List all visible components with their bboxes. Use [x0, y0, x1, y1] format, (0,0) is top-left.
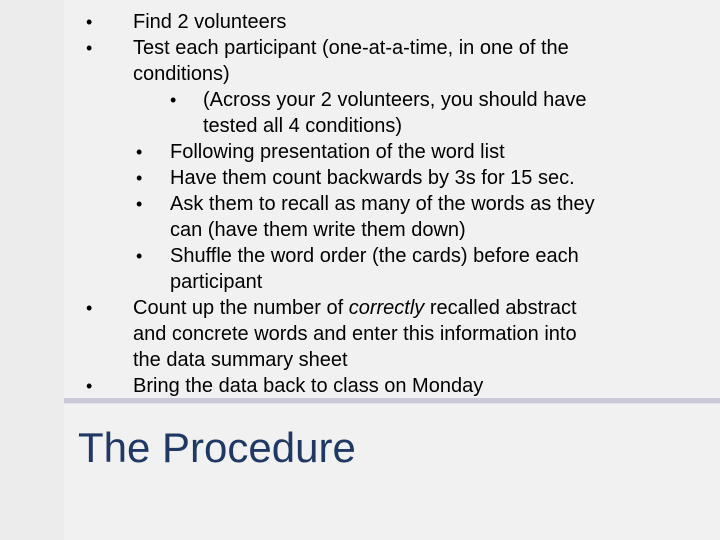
- item-shuffle-line1: Shuffle the word order (the cards) before each: [170, 245, 579, 267]
- item-following: Following presentation of the word list: [170, 141, 505, 163]
- item-bring-data: Bring the data back to class on Monday: [133, 375, 484, 397]
- item-shuffle-line2: participant: [170, 271, 263, 293]
- bullet-dot: •: [136, 168, 143, 188]
- bullet-dot: •: [136, 194, 143, 214]
- slide-title: The Procedure: [78, 424, 356, 471]
- bullet-dot: •: [86, 298, 93, 318]
- count-up-emphasis: correctly: [348, 297, 425, 319]
- divider-accent: [64, 403, 720, 404]
- item-recall-line2: can (have them write them down): [170, 219, 466, 241]
- item-count-backwards: Have them count backwards by 3s for 15 sec.: [170, 167, 575, 189]
- item-test-participant-line1: Test each participant (one-at-a-time, in one of the: [133, 37, 569, 59]
- bullet-dot: •: [86, 12, 93, 32]
- item-across-line2: tested all 4 conditions): [203, 115, 403, 137]
- item-across-line1: (Across your 2 volunteers, you should have: [203, 89, 587, 111]
- bullet-dot: •: [86, 376, 93, 396]
- item-count-up-line3: the data summary sheet: [133, 349, 348, 371]
- bullet-dot: •: [170, 90, 177, 110]
- item-test-participant-line2: conditions): [133, 63, 230, 85]
- bullet-dot: •: [86, 38, 93, 58]
- count-up-text: Count up the number of: [133, 297, 349, 319]
- count-up-text-rest: recalled abstract: [424, 297, 577, 319]
- bullet-dot: •: [136, 142, 143, 162]
- item-count-up-line1: [133, 295, 577, 321]
- bullet-dot: •: [136, 246, 143, 266]
- item-recall-line1: Ask them to recall as many of the words as they: [170, 193, 595, 215]
- item-find-volunteers: Find 2 volunteers: [133, 11, 287, 33]
- item-count-up-line2: and concrete words and enter this information into: [133, 323, 577, 345]
